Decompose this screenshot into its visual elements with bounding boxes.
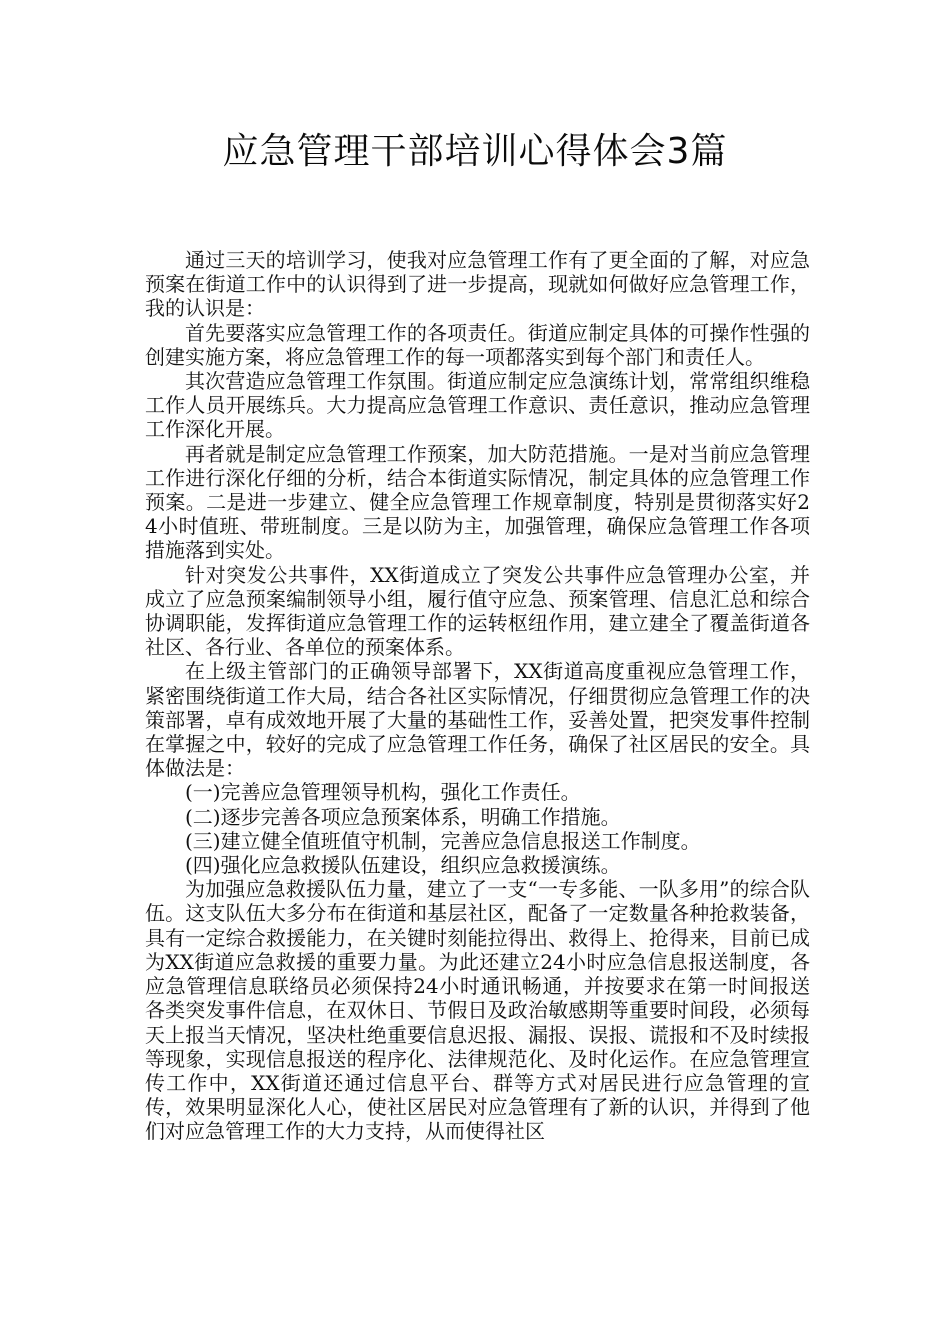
paragraph: 为加强应急救援队伍力量，建立了一支“一专多能、一队多用”的综合队伍。这支队伍大多分布在街道和基层社区，配备了一定数量各种抢救装备，具有一定综合救援能力，在关键时刻能拉得出、救得上、抢得来，目前已成为XX街道应急救援的重要力量。为此还建立24小时应急信息报送制度，各应急管理信息联络员必须保持24小时通讯畅通，并按要求在第一时间报送各类突发事件信息，在双休日、节假日及政治敏感期等重要时间段，必须每天上报当天情况，坚决杜绝重要信息迟报、漏报、误报、谎报和不及时续报等现象，实现信息报送的程序化、法律规范化、及时化运作。在应急管理宣传工作中，XX街道还通过信息平台、群等方式对居民进行应急管理的宣传，效果明显深化人心，使社区居民对应急管理有了新的认识，并得到了他们对应急管理工作的大力支持，从而使得社区 [145, 877, 810, 1144]
document-title: 应急管理干部培训心得体会3篇 [222, 131, 728, 172]
list-item: (一)完善应急管理领导机构，强化工作责任。 [185, 780, 581, 805]
list-item: (二)逐步完善各项应急预案体系，明确工作措施。 [185, 804, 621, 829]
list-item: (三)建立健全值班值守机制，完善应急信息报送工作制度。 [185, 828, 701, 853]
paragraph: 首先要落实应急管理工作的各项责任。街道应制定具体的可操作性强的创建实施方案，将应急管理工作的每一项都落实到每个部门和责任人。 [145, 320, 810, 369]
paragraph: 其次营造应急管理工作氛围。街道应制定应急演练计划，常常组织维稳工作人员开展练兵。大力提高应急管理工作意识、责任意识，推动应急管理工作深化开展。 [145, 369, 810, 442]
paragraph: 针对突发公共事件，XX街道成立了突发公共事件应急管理办公室，并成立了应急预案编制领导小组，履行值守应急、预案管理、信息汇总和综合协调职能，发挥街道应急管理工作的运转枢纽作用，建立建全了覆盖街道各社区、各行业、各单位的预案体系。 [145, 562, 810, 660]
paragraph: 再者就是制定应急管理工作预案，加大防范措施。一是对当前应急管理工作进行深化仔细的分析，结合本街道实际情况，制定具体的应急管理工作预案。二是进一步建立、健全应急管理工作规章制度，特别是贯彻落实好24小时值班、带班制度。三是以防为主，加强管理，确保应急管理工作各项措施落到实处。 [145, 441, 810, 563]
paragraph: 在上级主管部门的正确领导部署下，XX街道高度重视应急管理工作，紧密围绕街道工作大局，结合各社区实际情况，仔细贯彻应急管理工作的决策部署，卓有成效地开展了大量的基础性工作，妥善处置，把突发事件控制在掌握之中，较好的完成了应急管理工作任务，确保了社区居民的安全。具体做法是： [145, 659, 810, 781]
list-item: (四)强化应急救援队伍建设，组织应急救援演练。 [185, 853, 621, 878]
document-body [145, 248, 810, 1144]
paragraph: 通过三天的培训学习，使我对应急管理工作有了更全面的了解，对应急预案在街道工作中的认识得到了进一步提高，现就如何做好应急管理工作，我的认识是： [145, 248, 810, 321]
